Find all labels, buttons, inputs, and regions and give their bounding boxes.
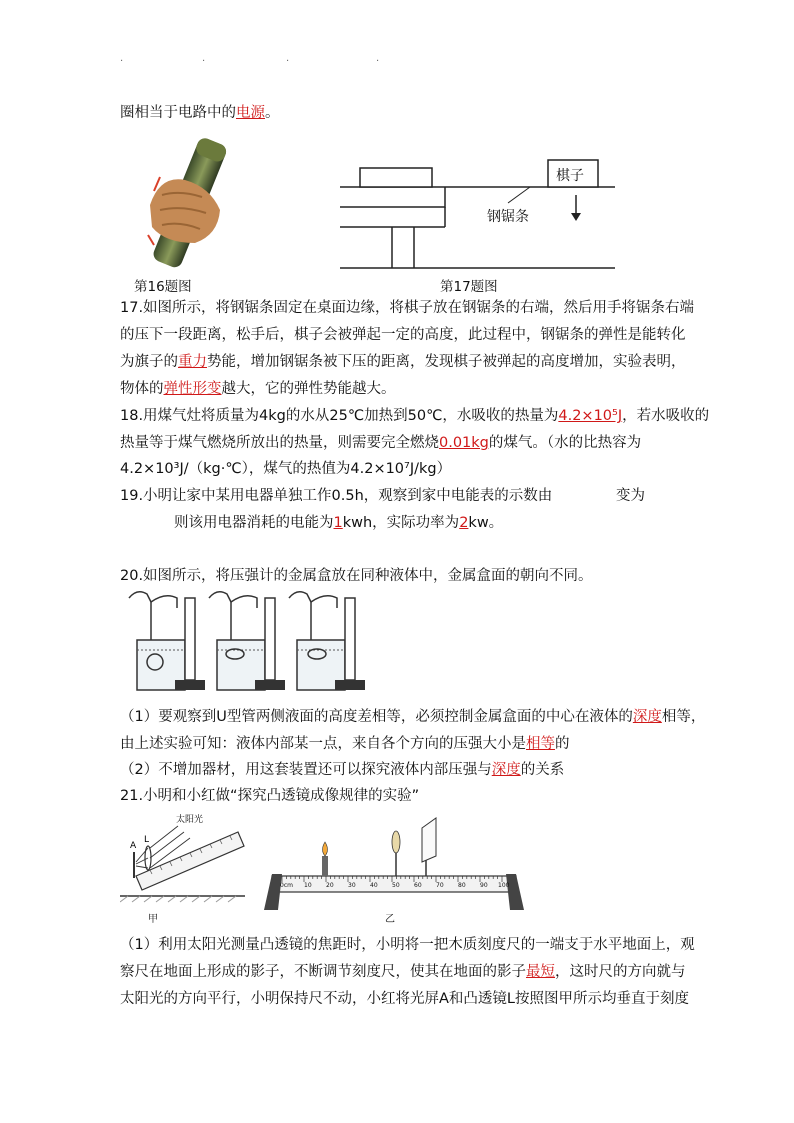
q20-sub-3: （2）不增加器材，用这套装置还可以探究液体内部压强与深度的关系 (120, 762, 565, 778)
q21-sub-3: 太阳光的方向平行，小明保持尺不动，小红将光屏A和凸透镜L按照图甲所示均垂直于刻度 (120, 991, 689, 1007)
q20-sub-2: 由上述实验可知：液体内部某一点，来自各个方向的压强大小是相等的 (120, 736, 570, 752)
answer: 0.01kg (439, 435, 489, 451)
header-dot: · (202, 56, 206, 67)
svg-text:L: L (144, 835, 150, 845)
q17-line-2: 的压下一段距离，松手后，棋子会被弹起一定的高度，此过程中，钢锯条的弹性是能转化 (120, 327, 686, 343)
q21-line-1: 21.小明和小红做“探究凸透镜成像规律的实验” (120, 788, 420, 804)
q17-line-4: 物体的弹性形变越大，它的弹性势能越大。 (120, 381, 396, 397)
pressure-gauge-figure (125, 588, 370, 698)
ruler-tick: 80 (458, 882, 466, 889)
answer: 2 (459, 515, 469, 531)
q18-line-3: 4.2×10³J/（kg·℃），煤气的热值为4.2×10⁷J/kg） (120, 461, 452, 477)
q19-line-2: 则该用电器消耗的电能为1kwh，实际功率为2kw。 (174, 515, 504, 531)
q21-sub-2: 察尺在地面上形成的影子，不断调节刻度尺，使其在地面的影子最短，这时尺的方向就与 (120, 964, 686, 980)
q18-line-1: 18.用煤气灶将质量为4kg的水从25℃加热到50℃，水吸收的热量为4.2×10⁵J，若水吸收的 (120, 408, 710, 424)
header-dot: · (286, 56, 290, 67)
ruler-tick: 100 (498, 882, 510, 889)
sunlight-ruler-figure (120, 812, 245, 912)
saw-label: 钢锯条 (487, 209, 529, 225)
ruler-tick: 0cm (280, 882, 293, 889)
svg-text:A: A (130, 841, 137, 851)
q21-sub-1: （1）利用太阳光测量凸透镜的焦距时，小明将一把木质刻度尺的一端支于水平地面上，观 (120, 937, 695, 953)
q19-line-1-tail: 变为 (616, 488, 645, 504)
ruler-tick: 90 (480, 882, 488, 889)
hand-magnet-figure (140, 135, 240, 275)
q17-line-3: 为旗子的重力势能，增加钢锯条被下压的距离，发现棋子被弹起的高度增加，实验表明， (120, 354, 686, 370)
ruler-tick: 50 (392, 882, 400, 889)
ruler-tick: 60 (414, 882, 422, 889)
q20-sub-1: （1）要观察到U型管两侧液面的高度差相等，必须控制金属盒面的中心在液体的深度相等， (120, 709, 706, 725)
q17-line-1: 17.如图所示，将钢锯条固定在桌面边缘，将棋子放在钢锯条的右端，然后用手将锯条右端 (120, 300, 695, 316)
answer: 深度 (632, 709, 662, 725)
answer: 深度 (491, 762, 521, 778)
q20-line-1: 20.如图所示，将压强计的金属盒放在同种液体中，金属盒面的朝向不同。 (120, 568, 593, 584)
sun-label: 太阳光 (176, 815, 204, 825)
header-dot: · (120, 56, 124, 67)
figure-caption: 第17题图 (440, 279, 498, 295)
ruler-tick: 30 (348, 882, 356, 889)
answer: 最短 (526, 964, 555, 980)
q18-line-2: 热量等于煤气燃烧所放出的热量，则需要完全燃烧0.01kg的煤气。（水的比热容为 (120, 435, 642, 451)
figure-caption: 第16题图 (134, 279, 192, 295)
answer: 1 (333, 515, 343, 531)
figure-caption: 乙 (385, 914, 395, 925)
answer: 弹性形变 (163, 381, 222, 397)
ruler-tick: 10 (304, 882, 312, 889)
answer: 重力 (178, 354, 207, 370)
answer: 电源 (236, 105, 265, 121)
ruler-tick: 70 (436, 882, 444, 889)
ruler-tick-labels (258, 812, 530, 917)
q19-line-1: 19.小明让家中某用电器单独工作0.5h，观察到家中电能表的示数由 (120, 488, 553, 504)
ruler-tick: 20 (326, 882, 334, 889)
ruler-tick: 40 (370, 882, 378, 889)
answer: 相等 (526, 736, 555, 752)
figure-caption: 甲 (148, 914, 158, 925)
header-dot: · (376, 56, 380, 67)
chess-label: 棋子 (556, 168, 584, 184)
intro-line: 圈相当于电路中的电源。 (120, 105, 280, 121)
answer: 4.2×10⁵J (558, 408, 623, 424)
